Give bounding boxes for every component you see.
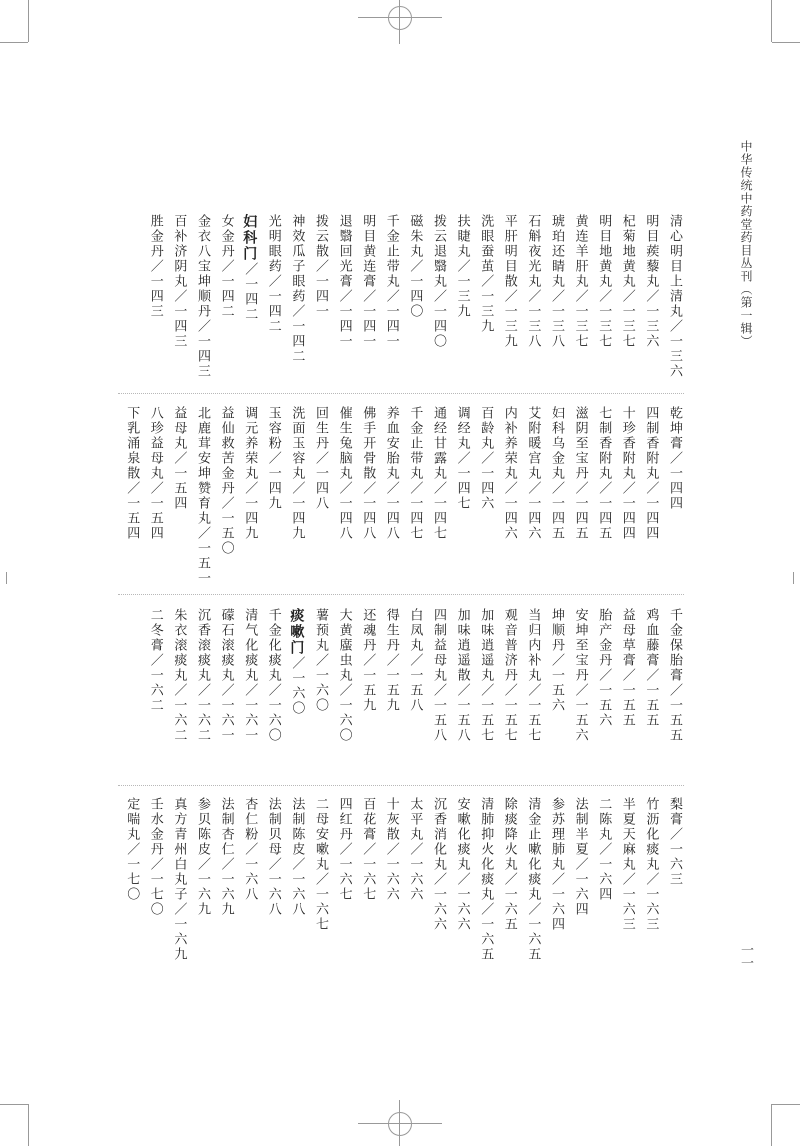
toc-entry: 四红丹／一六七	[336, 797, 352, 902]
toc-entry: 艾附暖宫丸／一四六	[525, 406, 541, 541]
toc-entry: 千金保胎膏／一五五	[667, 608, 682, 743]
toc-entry: 明目蒺藜丸／一三六	[643, 214, 659, 349]
toc-entry: 半夏天麻丸／一六三	[619, 797, 635, 932]
toc-entry: 女金丹／一四二	[218, 214, 234, 319]
crop-mark-top-v	[399, 0, 400, 44]
toc-entry: 回生丹／一四八	[313, 406, 328, 511]
toc-entry: 明目地黄丸／一三七	[596, 214, 612, 349]
toc-entry: 真方青州白丸子／一六九	[171, 797, 187, 962]
category-page: ／一四二	[242, 262, 258, 322]
toc-entry: 黄连羊肝丸／一三七	[572, 214, 588, 349]
toc-entry: 清心明目上清丸／一三六	[667, 214, 682, 379]
category-title: 痰嗽门	[288, 608, 305, 656]
toc-entry: 朱衣滚痰丸／一六二	[171, 608, 187, 743]
crop-mark-left-bottom	[0, 1104, 28, 1105]
toc-entry: 千金止带丸／一四七	[407, 406, 423, 541]
crop-mark-top-h	[358, 17, 442, 18]
toc-entry: 法制贝母／一六八	[265, 797, 281, 917]
toc-entry: 杏仁粉／一六八	[242, 797, 258, 902]
toc-entry: 参贝陈皮／一六九	[195, 797, 210, 917]
toc-entry: 拨云退翳丸／一四〇	[431, 214, 446, 349]
toc-entry: 法制陈皮／一六八	[289, 797, 305, 917]
toc-entry: 十灰散／一六六	[383, 797, 399, 902]
toc-entry: 二陈丸／一六四	[596, 797, 612, 902]
toc-entry: 胎产金丹／一五六	[596, 608, 612, 728]
category-heading	[240, 214, 256, 322]
section-divider	[118, 393, 684, 394]
section-divider	[118, 785, 684, 786]
toc-entry: 胜金丹／一四三	[147, 214, 163, 319]
toc-entry: 安嗽化痰丸／一六六	[454, 797, 470, 932]
toc-entry: 金衣八宝坤顺丹／一四三	[195, 214, 210, 379]
toc-entry: 百花膏／一六七	[360, 797, 376, 902]
toc-entry: 八珍益母丸／一五四	[147, 406, 163, 541]
toc-entry: 白凤丸／一五八	[407, 608, 423, 713]
toc-entry: 七制香附丸／一四五	[596, 406, 612, 541]
category-page: ／一六〇	[289, 656, 305, 716]
toc-entry: 北鹿茸安坤赞育丸／一五一	[195, 406, 210, 586]
crop-mark-left-mid	[6, 572, 7, 584]
toc-entry: 洗眼蚕茧／一三九	[478, 214, 494, 334]
toc-entry: 法制杏仁／一六九	[218, 797, 234, 917]
toc-entry: 调经丸／一四七	[454, 406, 470, 511]
toc-entry: 当归内补丸／一五七	[525, 608, 541, 743]
crop-mark-right-top	[772, 42, 800, 43]
toc-entry: 扶睫丸／一三九	[454, 214, 470, 319]
registration-mark-top	[388, 6, 412, 30]
toc-entry: 滋阴至宝丹／一四五	[572, 406, 588, 541]
toc-entry: 太平丸／一六六	[407, 797, 423, 902]
toc-entry: 琥珀还睛丸／一三八	[549, 214, 564, 349]
toc-entry: 参苏理肺丸／一六四	[549, 797, 564, 932]
toc-entry: 清肺抑火化痰丸／一六五	[478, 797, 494, 962]
category-title: 妇科门	[241, 214, 258, 262]
toc-entry: 壬水金丹／一七〇	[147, 797, 163, 917]
toc-entry: 沉香滚痰丸／一六二	[195, 608, 210, 743]
running-header: 中华传统中药堂药目丛刊（第一辑）	[739, 140, 753, 348]
crop-mark-bottom-v	[399, 1100, 400, 1146]
toc-entry: 观音普济丹／一五七	[501, 608, 517, 743]
toc-entry: 四制益母丸／一五八	[431, 608, 446, 743]
section-divider	[118, 594, 684, 595]
toc-entry: 二母安嗽丸／一六七	[313, 797, 328, 932]
toc-entry: 得生丹／一五九	[383, 608, 399, 713]
crop-mark-right-mid	[793, 572, 794, 584]
toc-entry: 玉容粉／一四九	[265, 406, 281, 511]
toc-entry: 坤顺丹／一五六	[549, 608, 564, 713]
registration-mark-bottom	[388, 1112, 412, 1136]
toc-entry: 益母草膏／一五五	[619, 608, 635, 728]
toc-entry: 还魂丹／一五九	[360, 608, 376, 713]
toc-entry: 千金化痰丸／一六〇	[265, 608, 281, 743]
toc-entry: 催生兔脑丸／一四八	[336, 406, 352, 541]
toc-entry: 礞石滚痰丸／一六一	[218, 608, 234, 743]
crop-mark-right-bottom-v	[771, 1104, 772, 1146]
toc-entry: 洗面玉容丸／一四九	[289, 406, 305, 541]
page-number: 一一	[738, 943, 753, 969]
toc-entry: 梨膏／一六三	[667, 797, 682, 887]
toc-entry: 佛手开骨散／一四八	[360, 406, 376, 541]
toc-entry: 益仙救苦金丹／一五〇	[218, 406, 234, 556]
toc-entry: 清气化痰丸／一六一	[242, 608, 258, 743]
toc-entry: 大黄䗪虫丸／一六〇	[336, 608, 352, 743]
category-heading	[287, 608, 303, 716]
toc-entry: 沉香消化丸／一六六	[431, 797, 446, 932]
toc-entry: 下乳涌泉散／一五四	[124, 406, 140, 541]
toc-entry: 妇科乌金丸／一四五	[549, 406, 564, 541]
crop-mark-left-top-v	[28, 0, 29, 42]
toc-entry: 养血安胎丸／一四八	[383, 406, 399, 541]
toc-entry: 竹沥化痰丸／一六三	[643, 797, 659, 932]
toc-entry: 加味逍遥丸／一五七	[478, 608, 494, 743]
toc-entry: 除痰降火丸／一六五	[501, 797, 517, 932]
toc-entry: 千金止带丸／一四一	[383, 214, 399, 349]
toc-entry: 神效瓜子眼药／一四二	[289, 214, 305, 364]
toc-entry: 鸡血藤膏／一五五	[643, 608, 659, 728]
toc-entry: 内补养荣丸／一四六	[501, 406, 517, 541]
toc-entry: 定喘丸／一七〇	[124, 797, 140, 902]
toc-entry: 十珍香附丸／一四四	[619, 406, 635, 541]
toc-entry: 磁朱丸／一四〇	[407, 214, 423, 319]
toc-entry: 加味逍遥散／一五八	[454, 608, 470, 743]
toc-entry: 杞菊地黄丸／一三七	[619, 214, 635, 349]
toc-entry: 二冬膏／一六二	[147, 608, 163, 713]
toc-entry: 调元养荣丸／一四九	[242, 406, 258, 541]
toc-entry: 安坤至宝丹／一五六	[572, 608, 588, 743]
toc-entry: 百龄丸／一四六	[478, 406, 494, 511]
toc-entry: 乾坤膏／一四四	[667, 406, 682, 511]
toc-entry: 拨云散／一四一	[313, 214, 328, 319]
toc-entry: 退翳回光膏／一四一	[336, 214, 352, 349]
toc-entry: 薯预丸／一六〇	[313, 608, 328, 713]
toc-entry: 平肝明目散／一三九	[501, 214, 517, 349]
crop-mark-left-top	[0, 42, 28, 43]
crop-mark-left-bottom-v	[28, 1104, 29, 1146]
toc-entry: 法制半夏／一六四	[572, 797, 588, 917]
toc-entry: 清金止嗽化痰丸／一六五	[525, 797, 541, 962]
crop-mark-right-top-v	[771, 0, 772, 42]
toc-entry: 百补济阴丸／一四三	[171, 214, 187, 349]
toc-entry: 光明眼药／一四二	[265, 214, 281, 334]
toc-entry: 石斛夜光丸／一三八	[525, 214, 541, 349]
toc-entry: 四制香附丸／一四四	[643, 406, 659, 541]
toc-entry: 通经甘露丸／一四七	[431, 406, 446, 541]
toc-entry: 明目黄连膏／一四一	[360, 214, 376, 349]
toc-entry: 益母丸／一五四	[171, 406, 187, 511]
crop-mark-bottom-h	[358, 1123, 442, 1124]
crop-mark-right-bottom	[772, 1104, 800, 1105]
